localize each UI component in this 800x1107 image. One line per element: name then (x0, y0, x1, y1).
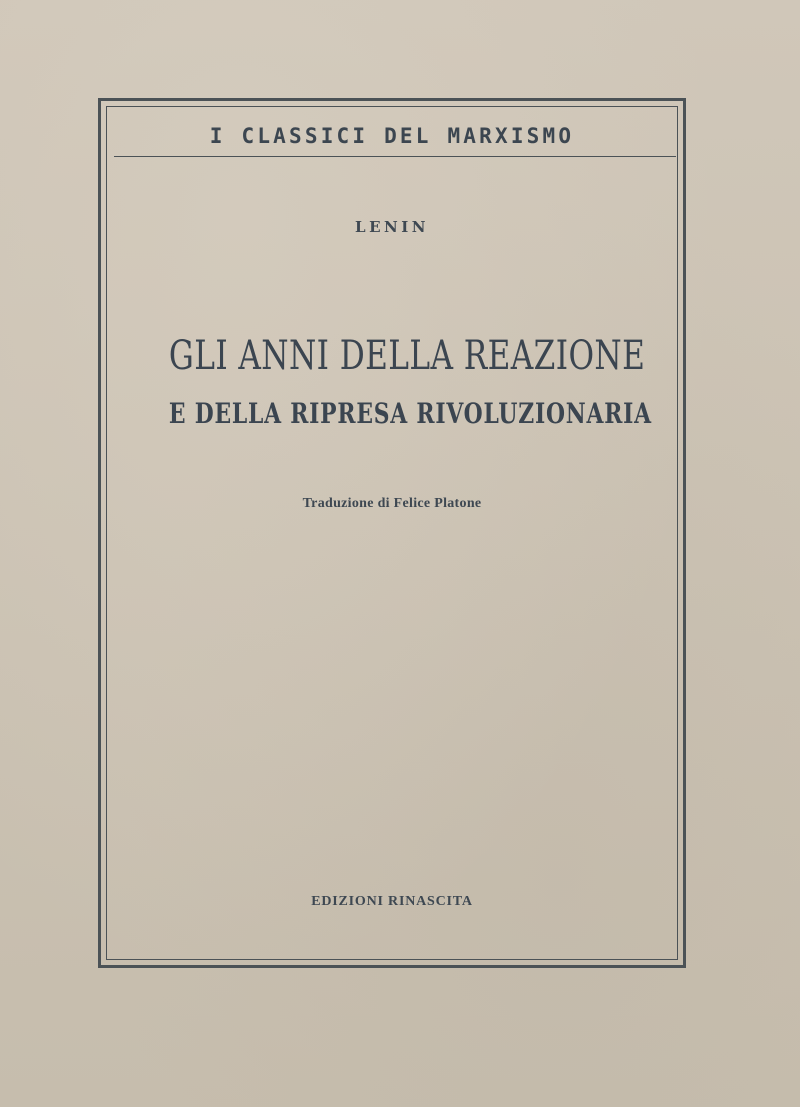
series-title: I CLASSICI DEL MARXISMO (209, 124, 575, 148)
book-title-line-2: E DELLA RIPRESA RIVOLUZIONARIA (168, 397, 652, 430)
translator-credit: Traduzione di Felice Platone (302, 496, 482, 511)
publisher-name: EDIZIONI RINASCITA (311, 894, 473, 909)
author-name: LENIN (355, 218, 429, 236)
book-title-line-1: GLI ANNI DELLA REAZIONE (168, 333, 646, 379)
series-divider-rule (114, 156, 676, 157)
